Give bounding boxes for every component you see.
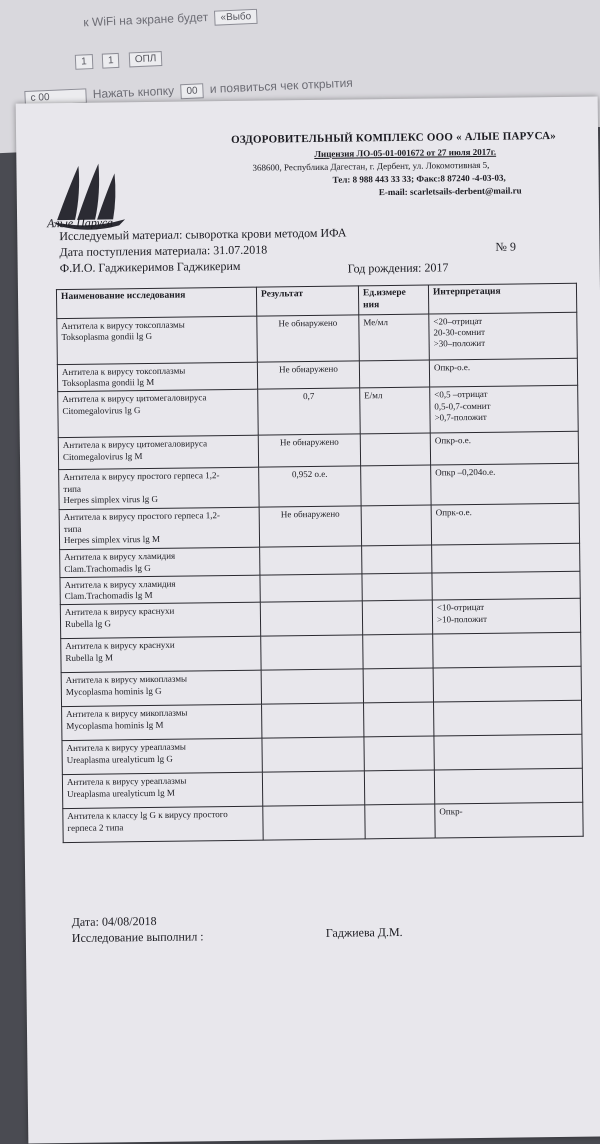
cell-interpretation: [434, 768, 582, 804]
cell-test-name-line: Herpes simplex virus lg M: [63, 533, 161, 545]
bg-row3-text-after: и появиться чек открытия: [209, 75, 354, 96]
cell-test-name-line: Антитела к вирусу микоплазмы: [65, 673, 188, 686]
cell-test-name: [63, 806, 263, 842]
table-row: [59, 463, 579, 509]
cell-interpretation-line: >10-положит: [436, 613, 488, 624]
cell-interpretation: [431, 503, 579, 545]
header-result: Результат: [256, 286, 358, 316]
cell-interpretation: [429, 358, 577, 387]
cell-test-name: [61, 636, 261, 672]
cell-test-name-line: Антитела к классу lg G к вирусу простого: [67, 809, 228, 822]
cell-test-name-line: Антитела к вирусу микоплазмы: [66, 707, 188, 720]
cell-test-name: [62, 772, 262, 808]
cell-unit: [359, 360, 429, 388]
cell-interpretation-line: Опкр –0,204о.е.: [435, 467, 496, 478]
lab-report-document: [16, 96, 600, 1143]
results-table: [56, 283, 584, 844]
cell-result: [260, 546, 362, 575]
cell-test-name-line: Антитела к вирусу уреаплазмы: [66, 775, 187, 788]
cell-test-name-line: типа: [63, 523, 82, 534]
cell-test-name: [60, 575, 260, 605]
cell-result: Не обнаружено: [258, 434, 360, 467]
patient-fio: Ф.И.О. Гаджикеримов Гаджикерим: [59, 258, 241, 276]
cell-test-name-line: Антитела к вирусу краснухи: [65, 639, 175, 652]
cell-test-name: [59, 467, 259, 509]
cell-interpretation-line: 0,5-0,7-сомнит: [434, 400, 491, 412]
cell-result: 0,952 о.е.: [259, 466, 361, 507]
cell-interpretation-line: 20-30-сомнит: [433, 326, 486, 338]
cell-interpretation: [430, 431, 578, 465]
report-number: № 9: [495, 239, 516, 254]
cell-interpretation-line: Опкр-о.е.: [433, 361, 471, 373]
cell-unit: [362, 600, 432, 635]
cell-interpretation-line: <0,5 –отрицат: [434, 389, 488, 400]
header-interpretation: Интерпретация: [428, 283, 576, 314]
cell-result: [262, 771, 364, 806]
cell-test-name-line: Citomegalovirus lg M: [62, 450, 143, 462]
cell-test-name-line: Антитела к вирусу хламидия: [64, 578, 176, 590]
bg-row1-text: к WiFi на экране будет: [83, 9, 209, 30]
table-row: [57, 312, 578, 364]
cell-interpretation-line: Опкр-о.е.: [434, 435, 472, 446]
cell-test-name-line: Mycoplasma hominis lg M: [66, 719, 164, 731]
cell-test-name-line: Антитела к вирусу простого герпеса 1,2-: [63, 510, 220, 523]
cell-unit: [361, 505, 431, 546]
date-received: Дата поступления материала: 31.07.2018: [59, 242, 268, 260]
org-name: ОЗДОРОВИТЕЛЬНЫЙ КОМПЛЕКС ООО « АЛЫЕ ПАРУСА»: [231, 129, 557, 146]
cell-interpretation-line: Опрк-о.е.: [435, 507, 472, 518]
cell-interpretation: [432, 598, 580, 634]
cell-test-name-line: Антитела к вирусу уреаплазмы: [66, 741, 186, 754]
cell-test-name-line: Citomegalovirus lg G: [62, 404, 141, 416]
email: E-mail: scarletsails-derbent@mail.ru: [378, 185, 522, 198]
cell-test-name-line: Clam.Trachomadis lg M: [64, 589, 153, 602]
cell-result: [263, 805, 365, 840]
cell-test-name-line: Антитела к вирусу токсоплазмы: [61, 365, 186, 377]
cell-unit: [362, 573, 432, 601]
cell-interpretation-line: >30–положит: [433, 338, 486, 349]
material: Исследуемый материал: сыворотка крови методом ИФА: [59, 225, 347, 244]
cell-interpretation: [433, 666, 581, 702]
cell-test-name-line: Ureaplasma urealyticum lg G: [66, 753, 173, 765]
report-date: Дата: 04/08/2018: [71, 913, 157, 929]
cell-test-name-line: Антитела к вирусу простого герпеса 1,2-: [63, 470, 220, 483]
cell-test-name: [62, 704, 262, 740]
cell-result: [262, 737, 364, 772]
cell-unit: Е/мл: [360, 387, 431, 434]
cell-test-name-line: Mycoplasma hominis lg G: [65, 685, 162, 697]
cell-interpretation-line: <10-отрицат: [436, 602, 485, 613]
header-name: Наименование исследования: [56, 287, 256, 318]
cell-test-name-line: Антитела к вирусу цитомегаловируса: [62, 392, 207, 405]
cell-result: [260, 601, 362, 636]
cell-interpretation: [434, 734, 582, 770]
license: Лицензия ЛО-05-01-001672 от 27 июля 2017г.: [314, 146, 497, 159]
bg-box-opl: ОПЛ: [129, 51, 163, 67]
cell-interpretation: [430, 385, 579, 433]
cell-interpretation: [431, 463, 579, 505]
cell-test-name-line: Toksoplasma gondii lg M: [62, 376, 155, 389]
cell-interpretation: [432, 543, 580, 572]
cell-unit: [363, 634, 433, 669]
results-body: [57, 312, 583, 843]
logo-caption: Алые Паруса: [47, 215, 114, 231]
cell-test-name-line: Ureaplasma urealyticum lg M: [67, 787, 175, 799]
cell-result: Не обнаружено: [257, 315, 360, 362]
cell-interpretation: [435, 802, 583, 838]
bg-row3-text-before: Нажать кнопку: [92, 83, 175, 102]
bg-row3-box: 00: [180, 83, 204, 99]
cell-test-name-line: Антитела к вирусу токсоплазмы: [61, 319, 185, 331]
bg-row-1: [83, 8, 260, 32]
cell-unit: [360, 433, 430, 466]
cell-test-name-line: Clam.Trachomadis lg G: [64, 562, 151, 574]
cell-test-name-line: Антитела к вирусу цитомегаловируса: [62, 438, 208, 451]
cell-result: [262, 703, 364, 738]
table-row: [63, 802, 583, 842]
cell-test-name: [58, 435, 258, 469]
cell-test-name-line: Антитела к вирусу краснухи: [64, 605, 175, 618]
cell-interpretation-line: <20–отрицат: [433, 315, 483, 327]
cell-unit: [364, 736, 434, 771]
bg-box-1: 1: [75, 54, 93, 70]
performed-by-label: Исследование выполнил :: [71, 929, 204, 945]
cell-result: [261, 669, 363, 704]
birth-year: Год рождения: 2017: [347, 260, 449, 276]
cell-unit: [361, 465, 431, 506]
cell-test-name-line: Rubella lg G: [64, 617, 112, 629]
bg-row1-box: «Выбо: [214, 9, 257, 26]
cell-result: [260, 574, 362, 603]
cell-result: 0,7: [258, 388, 361, 435]
cell-unit: [364, 770, 434, 805]
cell-result: [261, 635, 363, 670]
bg-row-2: [72, 50, 166, 70]
cell-interpretation: [434, 700, 582, 736]
cell-test-name-line: Rubella lg M: [65, 651, 113, 663]
header-unit: Ед.измере ния: [358, 285, 428, 315]
cell-interpretation: [433, 632, 581, 668]
cell-test-name: [57, 362, 257, 392]
cell-test-name: [60, 547, 260, 577]
cell-test-name: [59, 507, 259, 549]
address: 368600, Республика Дагестан, г. Дербент, ул. Локомотивная 5,: [252, 159, 490, 173]
cell-unit: [363, 668, 433, 703]
cell-test-name-line: Herpes simplex virus lg G: [63, 493, 159, 505]
performer-name: Гаджиева Д.М.: [325, 924, 403, 940]
cell-test-name: [57, 316, 258, 364]
cell-unit: [365, 804, 435, 839]
cell-unit: [362, 545, 432, 573]
cell-interpretation: [432, 571, 580, 600]
cell-interpretation-line: Опкр-: [439, 806, 463, 817]
bg-box-2: 1: [102, 53, 120, 69]
cell-test-name-line: типа: [63, 483, 81, 494]
cell-test-name: [61, 670, 261, 706]
cell-result: Не обнаружено: [259, 506, 361, 547]
phones: Тел: 8 988 443 33 33; Факс:8 87240 -4-03-03,: [332, 172, 506, 185]
table-row: [59, 503, 579, 549]
cell-test-name: [58, 389, 259, 437]
cell-test-name-line: Антитела к вирусу хламидия: [64, 550, 176, 563]
cell-interpretation-line: >0,7-положит: [434, 411, 487, 423]
cell-interpretation: [429, 312, 578, 360]
cell-test-name: [62, 738, 262, 774]
cell-test-name-line: герпеса 2 типа: [67, 821, 124, 833]
table-row: [58, 385, 579, 437]
cell-test-name-line: Toksoplasma gondii lg G: [61, 330, 153, 343]
cell-unit: Ме/мл: [359, 314, 430, 361]
cell-test-name: [60, 602, 260, 638]
bg-field: с 00: [24, 88, 87, 106]
cell-result: Не обнаружено: [257, 361, 359, 390]
cell-unit: [364, 702, 434, 737]
